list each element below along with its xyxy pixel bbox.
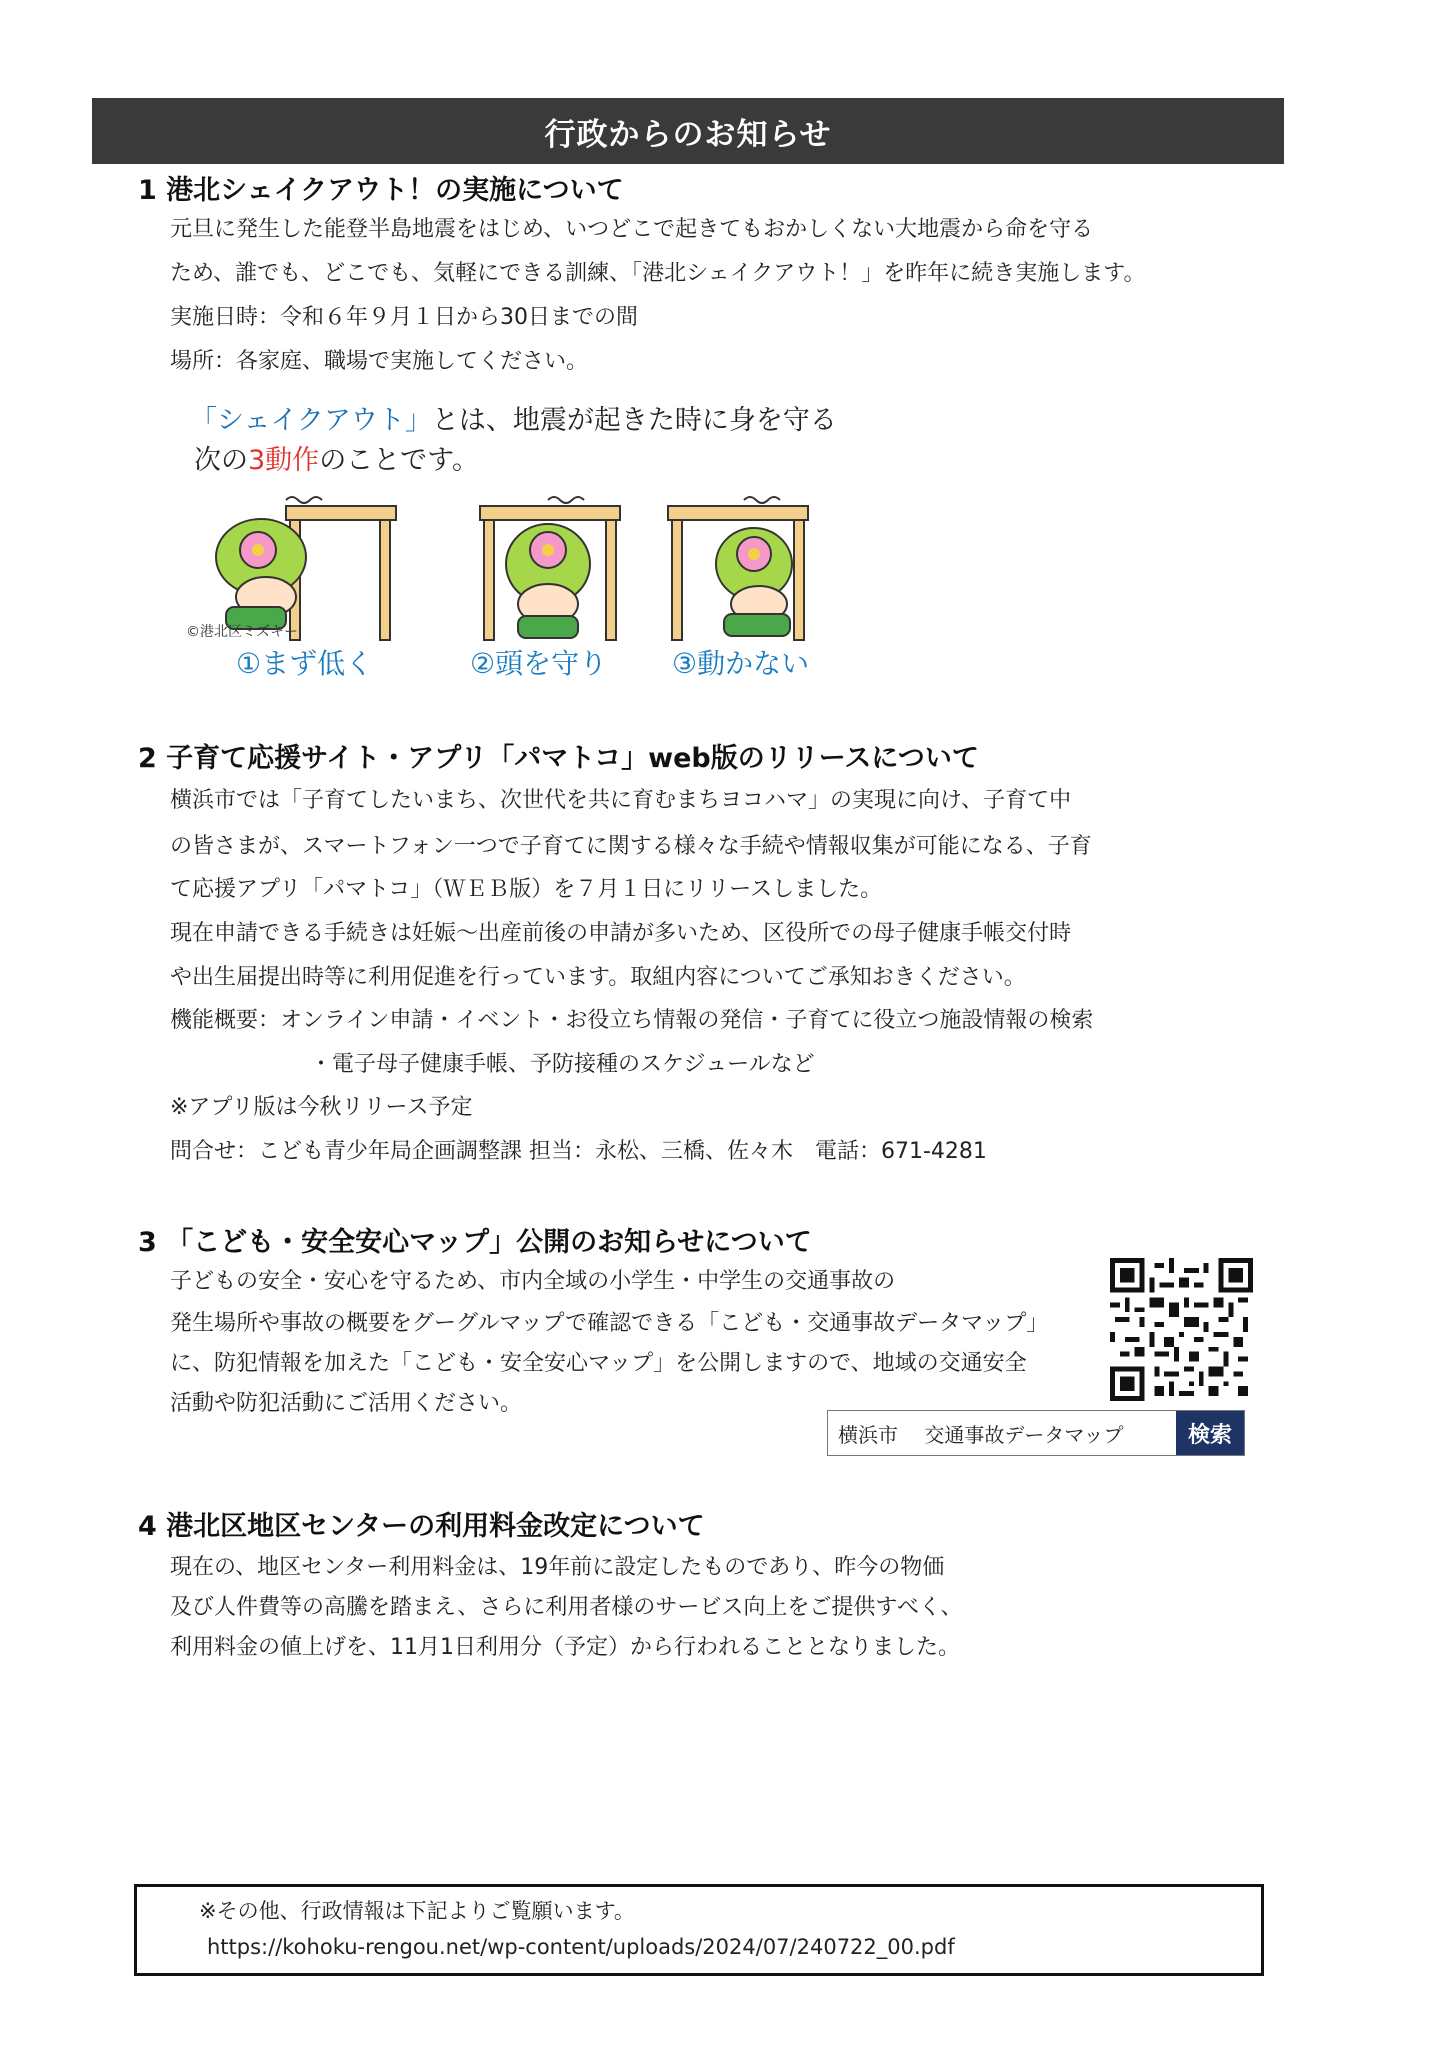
shakeout-term: 「シェイクアウト」 [190,405,432,436]
section-2-line: の皆さまが、スマートフォン一つで子育てに関する様々な手続や情報収集が可能になる、子育 [170,834,1092,859]
shakeout-end: のことです。 [319,445,480,476]
section-4-line: 及び人件費等の高騰を踏まえ、さらに利用者様のサービス向上をご提供すべく、 [170,1595,963,1620]
section-2-line: 横浜市では「子育てしたいまち、次世代を共に育むまちヨコハマ」の実現に向け、子育て中 [170,788,1072,813]
search-button[interactable]: 検索 [1176,1411,1244,1455]
search-box[interactable] [827,1410,1245,1456]
section-3-title: 3 「こども・安全安心マップ」公開のお知らせについて [138,1227,812,1258]
shakeout-desc: とは、地震が起きた時に身を守る [431,405,837,436]
section-1-title: 1 港北シェイクアウト！の実施について [138,175,624,206]
shakeout-definition [190,401,837,481]
search-input[interactable]: 横浜市 交通事故データマップ [838,1422,1124,1447]
caption-hold-on: ③動かない [672,647,810,680]
copyright-label: ©港北区ミズキー [186,624,298,640]
caption-drop: ①まず低く [236,647,374,680]
section-1-line: 実施日時：令和６年９月１日から30日までの間 [170,305,638,330]
section-1-line: 元旦に発生した能登半島地震をはじめ、いつどこで起きてもおかしくない大地震から命を守る [170,217,1094,242]
section-2-line: ※アプリ版は今秋リリース予定 [170,1095,473,1120]
section-2-line: て応援アプリ「パマトコ」（ＷＥＢ版）を７月１日にリリースしました。 [170,877,883,902]
section-2-line: 現在申請できる手続きは妊娠～出産前後の申請が多いため、区役所での母子健康手帳交付時 [170,921,1072,946]
section-2-line: ・電子母子健康手帳、予防接種のスケジュールなど [310,1052,815,1077]
section-2-line: 機能概要：オンライン申請・イベント・お役立ち情報の発信・子育てに役立つ施設情報の検索 [170,1008,1094,1033]
section-1-line: ため、誰でも、どこでも、気軽にできる訓練、「港北シェイクアウト！」を昨年に続き実施します。 [170,261,1146,286]
hold-on-illustration [664,492,884,647]
section-4-title: 4 港北区地区センターの利用料金改定について [138,1511,705,1542]
qr-code-icon[interactable] [1110,1258,1253,1401]
shakeout-next: 次の [194,445,248,476]
section-2-title: 2 子育て応援サイト・アプリ「パマトコ」web版のリリースについて [138,743,979,774]
footer-url-link[interactable]: https://kohoku-rengou.net/wp-content/uploads/2024/07/240722_00.pdf [207,1935,955,1959]
caption-cover: ②頭を守り [470,647,608,680]
three-actions: 3動作 [248,445,320,476]
section-2-contact: 問合せ：こども青少年局企画調整課 担当：永松、三橋、佐々木 電話：671-4281 [170,1139,987,1164]
section-3-line: 活動や防犯活動にご活用ください。 [170,1391,523,1416]
section-4-line: 現在の、地区センター利用料金は、19年前に設定したものであり、昨今の物価 [170,1555,945,1580]
footer-note: ※その他、行政情報は下記よりご覧願います。 [199,1899,635,1923]
section-3-line: 子どもの安全・安心を守るため、市内全域の小学生・中学生の交通事故の [170,1269,896,1294]
section-header: 行政からのお知らせ [92,98,1284,164]
section-1-line: 場所：各家庭、職場で実施してください。 [170,349,589,374]
section-2-line: や出生届提出時等に利用促進を行っています。取組内容についてご承知おきください。 [170,965,1026,990]
footer-box [134,1884,1264,1976]
section-4-line: 利用料金の値上げを、11月1日利用分（予定）から行われることとなりました。 [170,1635,960,1660]
section-3-line: に、防犯情報を加えた「こども・安全安心マップ」を公開しますので、地域の交通安全 [170,1351,1027,1376]
section-3-line: 発生場所や事故の概要をグーグルマップで確認できる「こども・交通事故データマップ」 [170,1311,1049,1336]
